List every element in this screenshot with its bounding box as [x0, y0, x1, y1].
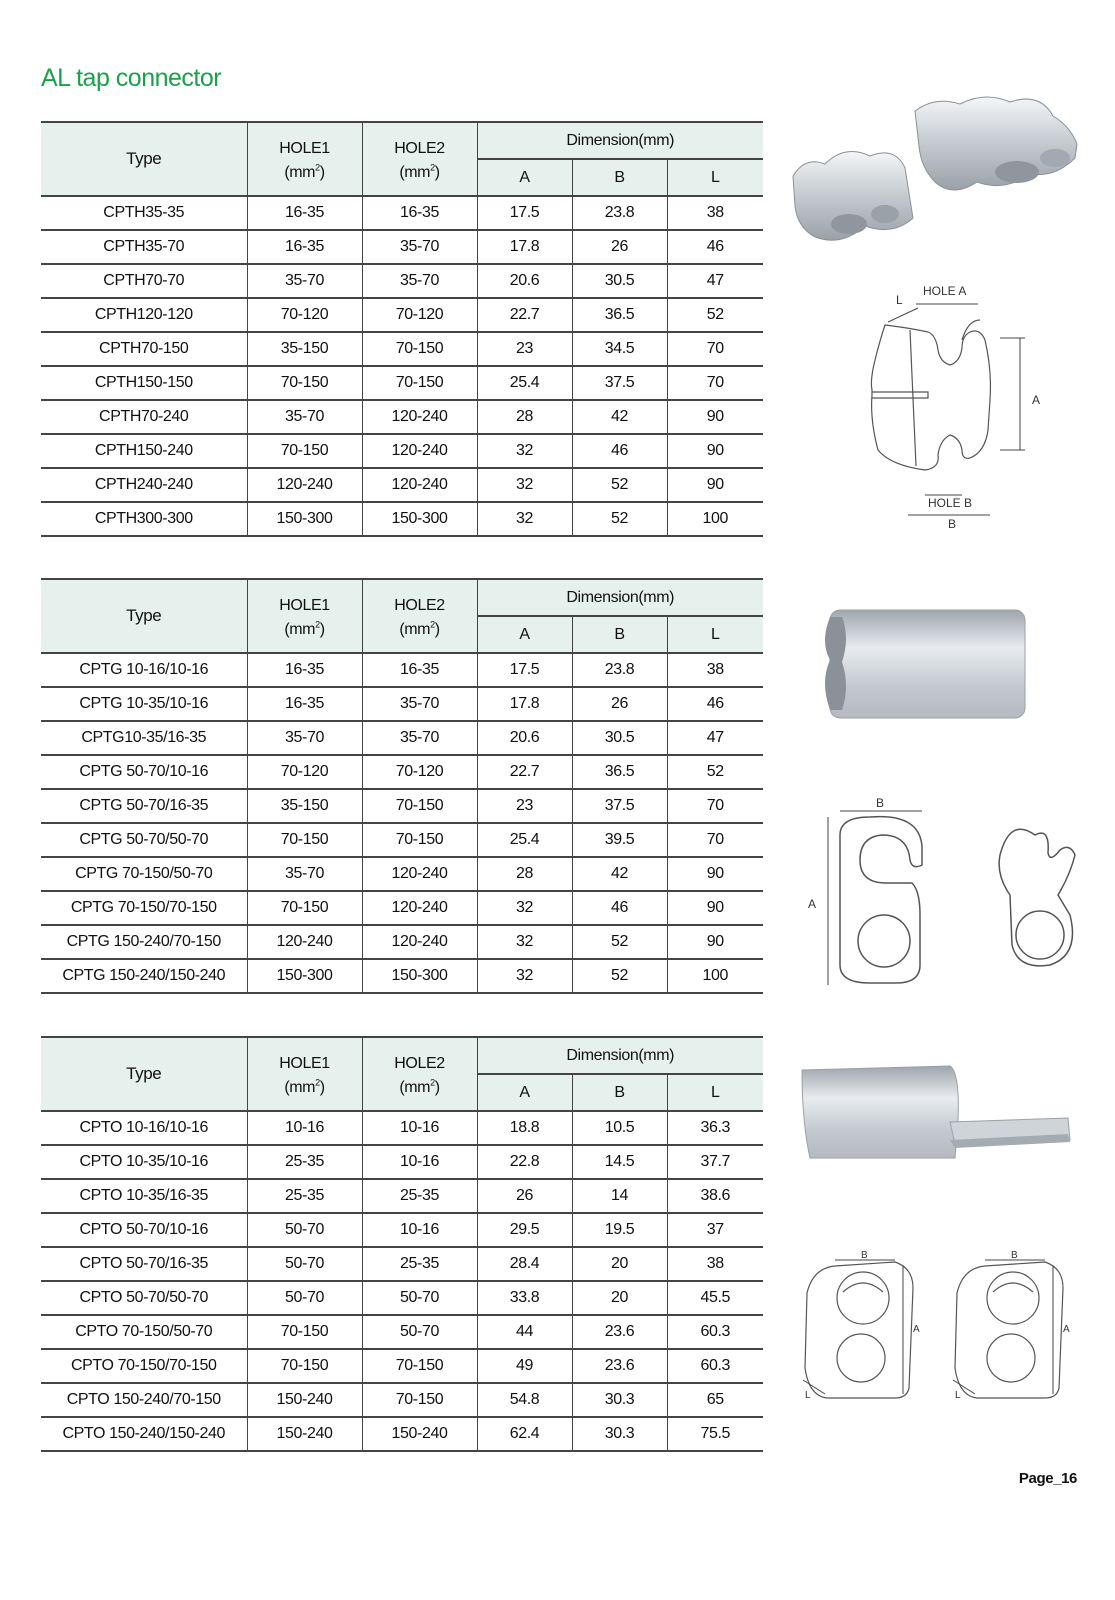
type-header: Type — [41, 122, 247, 196]
dim-b-header: B — [572, 616, 667, 653]
table-row — [41, 298, 763, 332]
hole1-label: HOLE1 — [279, 140, 330, 158]
cpto-l-label-2: L — [955, 1390, 961, 1401]
dim-b-cell: 30.5 — [572, 264, 667, 298]
hole1-header — [247, 579, 362, 653]
cptg-dimension-diagram — [800, 795, 1085, 995]
table-row — [41, 400, 763, 434]
dim-a-cell: 32 — [477, 434, 572, 468]
hole1-cell: 70-150 — [247, 823, 362, 857]
dim-a-cell: 32 — [477, 468, 572, 502]
hole2-cell: 10-16 — [362, 1145, 477, 1179]
dim-b-cell: 26 — [572, 687, 667, 721]
table-row — [41, 332, 763, 366]
hole1-cell: 16-35 — [247, 687, 362, 721]
type-cell: CPTO 50-70/16-35 — [41, 1247, 247, 1281]
dim-b-cell: 14 — [572, 1179, 667, 1213]
dim-a-cell: 17.8 — [477, 687, 572, 721]
page-number: Page_16 — [1018, 1470, 1077, 1487]
hole1-cell: 70-120 — [247, 755, 362, 789]
dim-a-header: A — [477, 616, 572, 653]
type-cell: CPTG 150-240/70-150 — [41, 925, 247, 959]
dim-b-cell: 42 — [572, 400, 667, 434]
type-cell: CPTG 50-70/16-35 — [41, 789, 247, 823]
cpth-spec-table — [41, 121, 763, 537]
cpto-spec-table — [41, 1036, 763, 1452]
hole1-cell: 16-35 — [247, 196, 362, 230]
dim-l-cell: 90 — [667, 434, 763, 468]
table-row — [41, 1349, 763, 1383]
table-row — [41, 1179, 763, 1213]
hole2-unit: $(mm^2)$ — [399, 162, 440, 181]
hole1-cell: 10-16 — [247, 1111, 362, 1145]
type-cell: CPTO 10-35/10-16 — [41, 1145, 247, 1179]
table-row — [41, 653, 763, 687]
type-cell: CPTG10-35/16-35 — [41, 721, 247, 755]
dim-l-cell: 90 — [667, 400, 763, 434]
type-cell: CPTO 70-150/50-70 — [41, 1315, 247, 1349]
dim-l-cell: 37 — [667, 1213, 763, 1247]
dim-b-cell: 52 — [572, 502, 667, 536]
dim-b-cell: 36.5 — [572, 298, 667, 332]
table-row — [41, 1315, 763, 1349]
dim-l-header: L — [667, 616, 763, 653]
dim-a-cell: 23 — [477, 332, 572, 366]
dim-l-cell: 52 — [667, 298, 763, 332]
table-row — [41, 789, 763, 823]
type-cell: CPTH120-120 — [41, 298, 247, 332]
small-h-connector — [793, 152, 913, 241]
table-body — [41, 1111, 763, 1451]
dimension-header: Dimension(mm) — [477, 579, 763, 616]
dim-b-cell: 30.3 — [572, 1383, 667, 1417]
hole1-label: HOLE1 — [279, 597, 330, 615]
dim-b-cell: 23.8 — [572, 653, 667, 687]
hole1-cell: 150-300 — [247, 959, 362, 993]
dim-b-header: B — [572, 1074, 667, 1111]
dim-b-cell: 46 — [572, 434, 667, 468]
dim-l-cell: 47 — [667, 721, 763, 755]
dim-a-cell: 29.5 — [477, 1213, 572, 1247]
type-cell: CPTG 150-240/150-240 — [41, 959, 247, 993]
dim-l-cell: 60.3 — [667, 1315, 763, 1349]
hole2-cell: 120-240 — [362, 468, 477, 502]
type-cell: CPTH150-150 — [41, 366, 247, 400]
dim-a-cell: 25.4 — [477, 366, 572, 400]
dim-a-header: A — [477, 1074, 572, 1111]
type-cell: CPTH300-300 — [41, 502, 247, 536]
type-cell: CPTH35-35 — [41, 196, 247, 230]
table-row — [41, 264, 763, 298]
dim-a-cell: 32 — [477, 959, 572, 993]
dim-l-cell: 46 — [667, 687, 763, 721]
dim-a-cell: 22.7 — [477, 755, 572, 789]
hole2-cell: 16-35 — [362, 196, 477, 230]
table-row — [41, 502, 763, 536]
dim-b-cell: 37.5 — [572, 789, 667, 823]
cpth-hole-a-label: HOLE A — [923, 284, 967, 298]
dim-a-cell: 28 — [477, 400, 572, 434]
dim-l-cell: 52 — [667, 755, 763, 789]
dim-b-cell: 39.5 — [572, 823, 667, 857]
cpth-connector-photo — [785, 86, 1085, 261]
dim-l-cell: 70 — [667, 366, 763, 400]
cptg-spec-table — [41, 578, 763, 994]
dim-a-cell: 18.8 — [477, 1111, 572, 1145]
hole2-cell: 120-240 — [362, 857, 477, 891]
hole2-cell: 70-150 — [362, 1349, 477, 1383]
type-cell: CPTH70-70 — [41, 264, 247, 298]
hole1-cell: 150-300 — [247, 502, 362, 536]
type-cell: CPTO 10-35/16-35 — [41, 1179, 247, 1213]
hole1-cell: 120-240 — [247, 925, 362, 959]
dim-l-cell: 90 — [667, 891, 763, 925]
hole2-cell: 10-16 — [362, 1213, 477, 1247]
type-cell: CPTO 50-70/50-70 — [41, 1281, 247, 1315]
type-cell: CPTO 150-240/150-240 — [41, 1417, 247, 1451]
table-row — [41, 687, 763, 721]
table-row — [41, 925, 763, 959]
dim-l-cell: 38.6 — [667, 1179, 763, 1213]
hole2-cell: 120-240 — [362, 925, 477, 959]
type-cell: CPTH35-70 — [41, 230, 247, 264]
dim-a-cell: 54.8 — [477, 1383, 572, 1417]
table-body — [41, 653, 763, 993]
table-row — [41, 230, 763, 264]
cptg-a-label: A — [808, 897, 817, 911]
dim-a-cell: 22.7 — [477, 298, 572, 332]
dim-l-cell: 38 — [667, 196, 763, 230]
dim-a-cell: 32 — [477, 925, 572, 959]
hole1-cell: 16-35 — [247, 230, 362, 264]
hole2-cell: 120-240 — [362, 400, 477, 434]
hole1-unit: $(mm^2)$ — [284, 1077, 325, 1096]
hole2-cell: 16-35 — [362, 653, 477, 687]
dim-b-cell: 52 — [572, 468, 667, 502]
cpth-b-label: B — [948, 517, 957, 531]
hole2-cell: 35-70 — [362, 687, 477, 721]
table-row — [41, 1281, 763, 1315]
dim-l-cell: 100 — [667, 959, 763, 993]
hole2-cell: 35-70 — [362, 264, 477, 298]
dim-l-cell: 47 — [667, 264, 763, 298]
cpto-dimension-diagram — [795, 1248, 1080, 1408]
hole2-cell: 25-35 — [362, 1247, 477, 1281]
hole1-cell: 150-240 — [247, 1383, 362, 1417]
hole1-header — [247, 1037, 362, 1111]
hole1-cell: 35-70 — [247, 400, 362, 434]
hole1-cell: 70-150 — [247, 434, 362, 468]
hole2-label: HOLE2 — [394, 140, 445, 158]
hole2-cell: 25-35 — [362, 1179, 477, 1213]
hole1-cell: 16-35 — [247, 653, 362, 687]
hole1-cell: 25-35 — [247, 1179, 362, 1213]
dim-b-cell: 52 — [572, 925, 667, 959]
dim-a-cell: 20.6 — [477, 264, 572, 298]
type-cell: CPTO 150-240/70-150 — [41, 1383, 247, 1417]
dim-a-cell: 32 — [477, 502, 572, 536]
hole2-cell: 70-120 — [362, 755, 477, 789]
hole1-cell: 150-240 — [247, 1417, 362, 1451]
hole2-header — [362, 1037, 477, 1111]
dim-a-cell: 28.4 — [477, 1247, 572, 1281]
dim-a-cell: 25.4 — [477, 823, 572, 857]
hole1-cell: 70-150 — [247, 1349, 362, 1383]
cpth-dimension-diagram — [850, 280, 1060, 535]
dim-b-cell: 23.8 — [572, 196, 667, 230]
hole2-cell: 70-150 — [362, 823, 477, 857]
table-row — [41, 1111, 763, 1145]
hole1-cell: 70-150 — [247, 1315, 362, 1349]
type-cell: CPTG 10-35/10-16 — [41, 687, 247, 721]
dim-l-cell: 45.5 — [667, 1281, 763, 1315]
dim-b-cell: 37.5 — [572, 366, 667, 400]
type-cell: CPTG 70-150/50-70 — [41, 857, 247, 891]
table-row — [41, 959, 763, 993]
dim-b-cell: 19.5 — [572, 1213, 667, 1247]
dim-b-cell: 30.5 — [572, 721, 667, 755]
dim-a-cell: 44 — [477, 1315, 572, 1349]
dim-b-cell: 30.3 — [572, 1417, 667, 1451]
table-row — [41, 196, 763, 230]
dim-b-cell: 36.5 — [572, 755, 667, 789]
hole2-header — [362, 122, 477, 196]
hole1-cell: 35-70 — [247, 721, 362, 755]
dim-b-cell: 23.6 — [572, 1349, 667, 1383]
type-cell: CPTH240-240 — [41, 468, 247, 502]
dim-l-cell: 90 — [667, 857, 763, 891]
table-row — [41, 468, 763, 502]
cpto-l-label-1: L — [805, 1390, 811, 1401]
cpto-a-label-1: A — [913, 1324, 920, 1335]
dim-l-cell: 70 — [667, 823, 763, 857]
type-cell: CPTO 50-70/10-16 — [41, 1213, 247, 1247]
dim-l-cell: 65 — [667, 1383, 763, 1417]
dim-a-cell: 32 — [477, 891, 572, 925]
dim-l-cell: 100 — [667, 502, 763, 536]
hole2-cell: 150-240 — [362, 1417, 477, 1451]
cpth-a-label: A — [1032, 393, 1041, 407]
hole1-cell: 35-150 — [247, 332, 362, 366]
hole1-cell: 35-70 — [247, 264, 362, 298]
dim-b-cell: 42 — [572, 857, 667, 891]
dim-l-cell: 90 — [667, 468, 763, 502]
hole1-cell: 35-70 — [247, 857, 362, 891]
dim-b-cell: 34.5 — [572, 332, 667, 366]
hole2-cell: 70-120 — [362, 298, 477, 332]
dim-b-cell: 52 — [572, 959, 667, 993]
type-cell: CPTG 70-150/70-150 — [41, 891, 247, 925]
hole2-label: HOLE2 — [394, 597, 445, 615]
dim-a-header: A — [477, 159, 572, 196]
cpto-a-label-2: A — [1063, 1324, 1070, 1335]
table-row — [41, 434, 763, 468]
type-cell: CPTO 10-16/10-16 — [41, 1111, 247, 1145]
cptg-b-label: B — [876, 796, 885, 810]
hole2-cell: 120-240 — [362, 434, 477, 468]
hole1-cell: 70-150 — [247, 366, 362, 400]
dim-l-cell: 37.7 — [667, 1145, 763, 1179]
page-title: AL tap connector — [41, 64, 222, 92]
dim-a-cell: 28 — [477, 857, 572, 891]
dim-b-cell: 10.5 — [572, 1111, 667, 1145]
dim-a-cell: 23 — [477, 789, 572, 823]
hole1-cell: 50-70 — [247, 1213, 362, 1247]
dim-l-header: L — [667, 1074, 763, 1111]
table-row — [41, 755, 763, 789]
dim-l-cell: 70 — [667, 332, 763, 366]
dimension-header: Dimension(mm) — [477, 122, 763, 159]
table-row — [41, 1383, 763, 1417]
cpto-connector-photo — [800, 1062, 1075, 1167]
dim-l-cell: 38 — [667, 1247, 763, 1281]
dimension-header: Dimension(mm) — [477, 1037, 763, 1074]
hole2-cell: 70-150 — [362, 366, 477, 400]
hole2-label: HOLE2 — [394, 1055, 445, 1073]
hole1-cell: 35-150 — [247, 789, 362, 823]
hole1-cell: 70-120 — [247, 298, 362, 332]
table-row — [41, 857, 763, 891]
hole2-cell: 50-70 — [362, 1315, 477, 1349]
dim-a-cell: 17.8 — [477, 230, 572, 264]
cpth-hole-b-label: HOLE B — [928, 496, 973, 510]
dim-b-cell: 20 — [572, 1281, 667, 1315]
dim-b-header: B — [572, 159, 667, 196]
dim-l-cell: 36.3 — [667, 1111, 763, 1145]
cpth-l-label: L — [896, 293, 903, 307]
type-header: Type — [41, 579, 247, 653]
hole1-cell: 120-240 — [247, 468, 362, 502]
hole2-cell: 150-300 — [362, 959, 477, 993]
type-cell: CPTG 50-70/10-16 — [41, 755, 247, 789]
hole1-cell: 50-70 — [247, 1247, 362, 1281]
table-row — [41, 823, 763, 857]
table-row — [41, 891, 763, 925]
table-row — [41, 1213, 763, 1247]
dim-l-header: L — [667, 159, 763, 196]
dim-l-cell: 60.3 — [667, 1349, 763, 1383]
type-cell: CPTH150-240 — [41, 434, 247, 468]
table-row — [41, 1145, 763, 1179]
dim-a-cell: 17.5 — [477, 653, 572, 687]
table-row — [41, 1247, 763, 1281]
hole2-cell: 35-70 — [362, 230, 477, 264]
table-row — [41, 366, 763, 400]
hole1-cell: 70-150 — [247, 891, 362, 925]
table-body — [41, 196, 763, 536]
hole2-cell: 70-150 — [362, 1383, 477, 1417]
table-row — [41, 721, 763, 755]
dim-a-cell: 17.5 — [477, 196, 572, 230]
hole1-label: HOLE1 — [279, 1055, 330, 1073]
hole2-cell: 120-240 — [362, 891, 477, 925]
hole1-cell: 50-70 — [247, 1281, 362, 1315]
type-cell: CPTH70-150 — [41, 332, 247, 366]
hole2-cell: 70-150 — [362, 789, 477, 823]
type-cell: CPTG 10-16/10-16 — [41, 653, 247, 687]
dim-l-cell: 38 — [667, 653, 763, 687]
table-row — [41, 1417, 763, 1451]
type-header: Type — [41, 1037, 247, 1111]
type-cell: CPTO 70-150/70-150 — [41, 1349, 247, 1383]
large-h-connector — [915, 97, 1077, 190]
hole2-cell: 70-150 — [362, 332, 477, 366]
hole1-unit: $(mm^2)$ — [284, 619, 325, 638]
hole1-unit: $(mm^2)$ — [284, 162, 325, 181]
hole2-cell: 50-70 — [362, 1281, 477, 1315]
dim-a-cell: 49 — [477, 1349, 572, 1383]
dim-l-cell: 75.5 — [667, 1417, 763, 1451]
dim-b-cell: 23.6 — [572, 1315, 667, 1349]
dim-l-cell: 46 — [667, 230, 763, 264]
hole2-cell: 150-300 — [362, 502, 477, 536]
hole1-cell: 25-35 — [247, 1145, 362, 1179]
hole2-unit: $(mm^2)$ — [399, 1077, 440, 1096]
dim-l-cell: 90 — [667, 925, 763, 959]
type-cell: CPTH70-240 — [41, 400, 247, 434]
hole1-header — [247, 122, 362, 196]
cptg-connector-photo — [818, 602, 1033, 727]
hole2-header — [362, 579, 477, 653]
dim-a-cell: 20.6 — [477, 721, 572, 755]
dim-b-cell: 14.5 — [572, 1145, 667, 1179]
dim-b-cell: 46 — [572, 891, 667, 925]
hole2-cell: 35-70 — [362, 721, 477, 755]
dim-b-cell: 20 — [572, 1247, 667, 1281]
dim-a-cell: 33.8 — [477, 1281, 572, 1315]
dim-l-cell: 70 — [667, 789, 763, 823]
hole2-unit: $(mm^2)$ — [399, 619, 440, 638]
type-cell: CPTG 50-70/50-70 — [41, 823, 247, 857]
hole2-cell: 10-16 — [362, 1111, 477, 1145]
dim-a-cell: 26 — [477, 1179, 572, 1213]
dim-a-cell: 62.4 — [477, 1417, 572, 1451]
dim-b-cell: 26 — [572, 230, 667, 264]
cpto-b-label-1: B — [861, 1250, 868, 1261]
dim-a-cell: 22.8 — [477, 1145, 572, 1179]
cpto-b-label-2: B — [1011, 1250, 1018, 1261]
